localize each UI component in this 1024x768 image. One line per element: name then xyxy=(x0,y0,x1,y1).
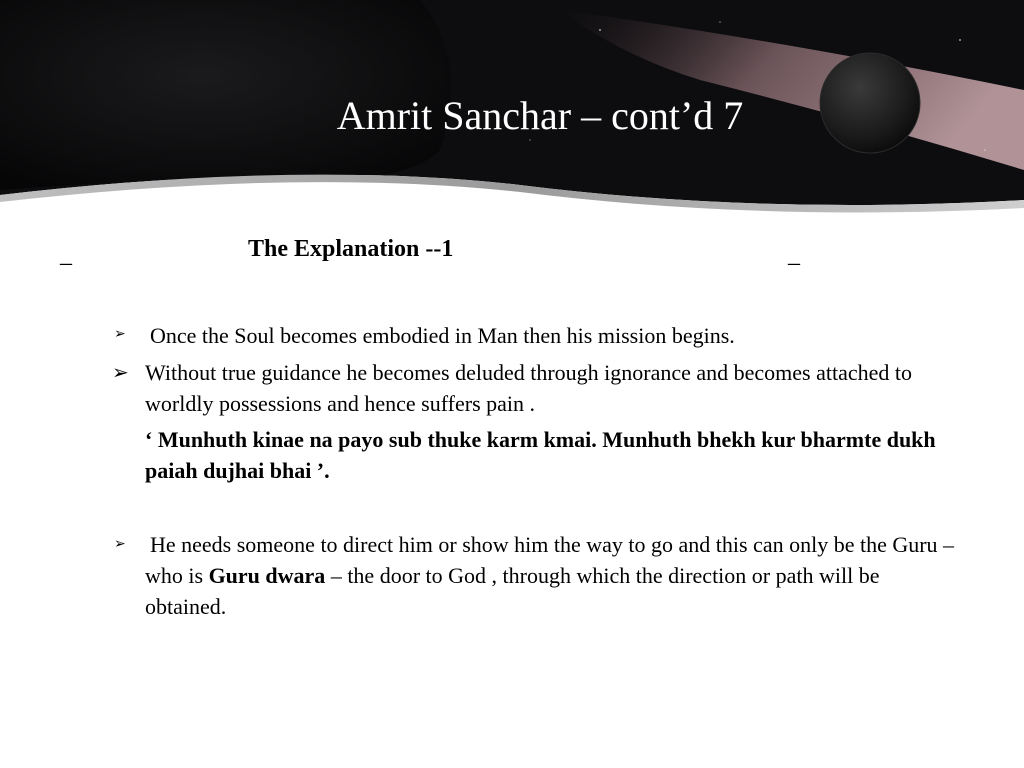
slide-subtitle: The Explanation --1 xyxy=(248,236,454,262)
dash-left: _ xyxy=(60,242,72,268)
slide-title: Amrit Sanchar – cont’d 7 xyxy=(336,93,744,138)
dash-right: _ xyxy=(788,242,800,268)
bullet-item: Without true guidance he becomes deluded through ignorance and becomes attached to worldly possessions and hence suffers pain . xyxy=(145,360,913,416)
bullet-text-bold: Guru dwara xyxy=(208,563,326,588)
bullet-arrow-icon: ➢ xyxy=(114,326,126,342)
bullet-text-after: – the door to God , through which the direction or path will be obtained. xyxy=(145,563,880,619)
bullet-arrow-icon: ➢ xyxy=(114,536,126,552)
gurbani-quote: ‘ Munhuth kinae na payo sub thuke karm kmai. Munhuth bhekh kur bharmte dukh paiah dujhai bhai ’. xyxy=(145,427,936,483)
bullet-item: Once the Soul becomes embodied in Man then his mission begins. xyxy=(150,323,735,348)
bullet-arrow-icon: ➢ xyxy=(112,360,129,384)
bullet-text-before: He needs someone to direct him or show him the way to go and this can only be the Guru – who is xyxy=(145,532,955,588)
bullet-item xyxy=(145,529,955,622)
